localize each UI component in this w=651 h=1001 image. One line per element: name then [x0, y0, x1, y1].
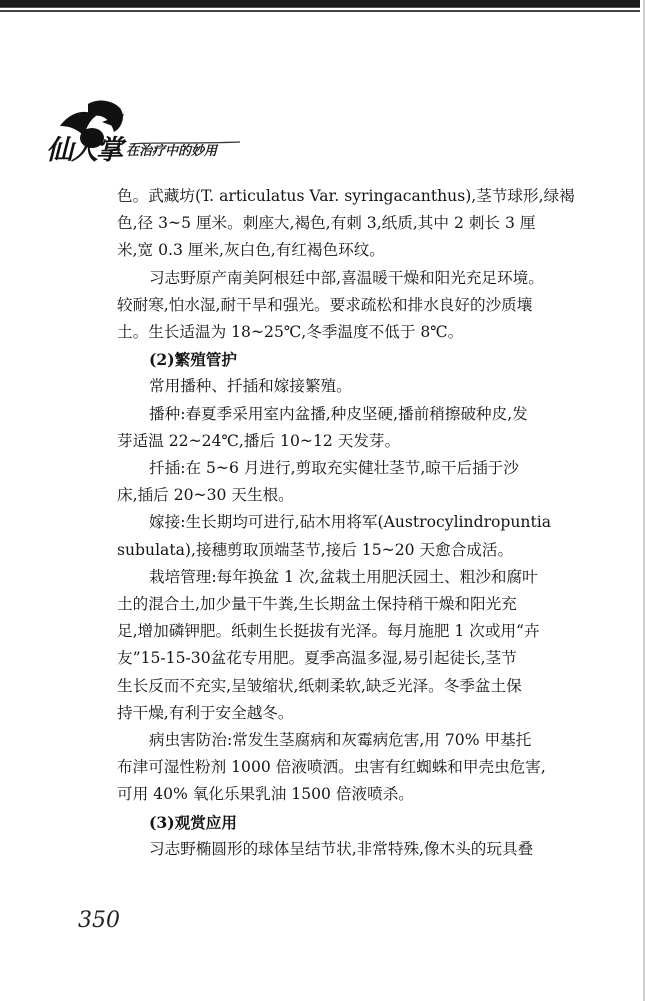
body-line: 栽培管理:每年换盆 1 次,盆栽土用肥沃园土、粗沙和腐叶	[149, 567, 538, 586]
body-line: 米,宽 0.3 厘米,灰白色,有红褐色环纹。	[117, 241, 385, 260]
body-line: 芽适温 22~24℃,播后 10~12 天发芽。	[117, 431, 401, 450]
body-line: 播种:春夏季采用室内盆播,种皮坚硬,播前稍擦破种皮,发	[149, 404, 528, 423]
book-series-subtitle: 在治疗中的妙用	[126, 144, 218, 159]
body-line: 色。武藏坊(T. articulatus Var. syringacanthus),茎节球形,绿褐	[117, 187, 575, 205]
body-line: 布津可湿性粉剂 1000 倍液喷洒。虫害有红蜘蛛和甲壳虫危害,	[117, 758, 546, 777]
body-line: 习志野椭圆形的球体呈结节状,非常特殊,像木头的玩具叠	[149, 839, 534, 858]
body-line: 持干燥,有利于安全越冬。	[117, 703, 294, 722]
body-line: 常用播种、扦插和嫁接繁殖。	[149, 377, 352, 396]
body-line: 足,增加磷钾肥。纸刺生长挺拔有光泽。每月施肥 1 次或用“卉	[117, 622, 540, 641]
body-line: 病虫害防治:常发生茎腐病和灰霉病危害,用 70% 甲基托	[149, 731, 532, 750]
top-border-rule-thin	[0, 10, 640, 12]
body-line: 嫁接:生长期均可进行,砧木用将军(Austrocylindropuntia	[149, 513, 552, 532]
body-line: 友”15-15-30盆花专用肥。夏季高温多湿,易引起徒长,茎节	[117, 649, 517, 668]
page-body-text	[117, 183, 597, 863]
page-edge-shadow	[643, 0, 645, 1001]
body-line: 床,插后 20~30 天生根。	[117, 486, 294, 505]
body-line: 习志野原产南美阿根廷中部,喜温暖干燥和阳光充足环境。	[149, 268, 544, 287]
section-heading: (2)繁殖管护	[149, 350, 237, 370]
body-line: 土的混合土,加少量干牛粪,生长期盆土保持稍干燥和阳光充	[117, 595, 517, 614]
body-line: 较耐寒,怕水湿,耐干旱和强光。要求疏松和排水良好的沙质壤	[117, 295, 533, 314]
body-line: 土。生长适温为 18~25℃,冬季温度不低于 8℃。	[117, 323, 464, 342]
body-line: 可用 40% 氧化乐果乳油 1500 倍液喷杀。	[117, 785, 414, 804]
body-line: 生长反而不充实,呈皱缩状,纸刺柔软,缺乏光泽。冬季盆土保	[117, 676, 522, 695]
body-line: 扦插:在 5~6 月进行,剪取充实健壮茎节,晾干后插于沙	[149, 459, 519, 478]
body-line: 色,径 3~5 厘米。刺座大,褐色,有刺 3,纸质,其中 2 刺长 3 厘	[117, 214, 536, 233]
book-series-title: 仙人掌	[46, 135, 121, 166]
top-border-rule	[0, 0, 640, 8]
body-line: subulata),接穗剪取顶端茎节,接后 15~20 天愈合成活。	[117, 540, 514, 559]
section-heading: (3)观赏应用	[149, 812, 237, 832]
page-number: 350	[78, 908, 120, 933]
